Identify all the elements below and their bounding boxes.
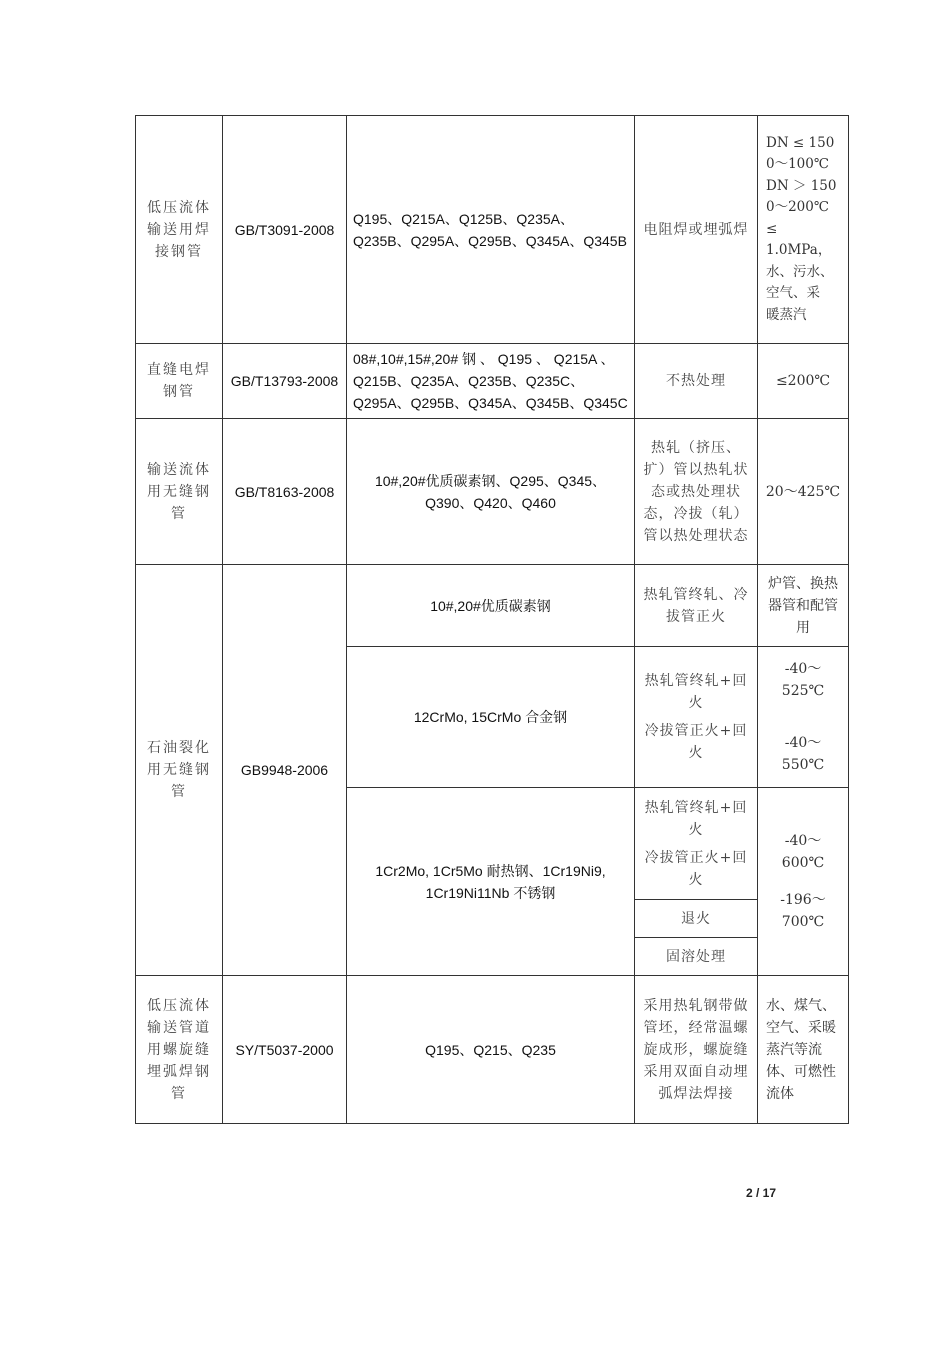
material-cell: 10#,20#优质碳素钢 <box>347 565 635 647</box>
usage-line: 水、污水、 <box>766 263 834 280</box>
table-row <box>136 419 849 565</box>
usage-cell <box>758 788 849 976</box>
usage-line: -196～700℃ <box>780 892 826 930</box>
standard-cell: GB/T8163-2008 <box>223 419 347 565</box>
standard-cell: GB9948-2006 <box>223 565 347 976</box>
table-row <box>136 976 849 1124</box>
standard-cell: SY/T5037-2000 <box>223 976 347 1124</box>
process-line: 热轧管终轧+回火 <box>644 673 748 711</box>
standard-cell: GB/T13793-2008 <box>223 344 347 419</box>
process-cell: 不热处理 <box>635 344 758 419</box>
process-cell <box>635 788 758 900</box>
process-cell: 固溶处理 <box>635 938 758 976</box>
usage-line: 0～200℃ <box>766 199 829 216</box>
process-cell: 热轧管终轧、冷拔管正火 <box>635 565 758 647</box>
usage-cell <box>758 647 849 788</box>
process-cell: 热轧（挤压、扩）管以热轧状态或热处理状态，冷拔（轧）管以热处理状态 <box>635 419 758 565</box>
usage-cell: 20～425℃ <box>758 419 849 565</box>
process-cell: 退火 <box>635 900 758 938</box>
usage-line: -40～550℃ <box>781 735 825 773</box>
pipe-name-cell: 输送流体用无缝钢管 <box>136 419 223 565</box>
material-cell: 08#,10#,15#,20# 钢 、 Q195 、 Q215A 、Q215B、Q235A、Q235B、Q235C、Q295A、Q295B、Q345A、Q345B、Q345C <box>347 344 635 419</box>
usage-line: 暖蒸汽 <box>766 306 807 323</box>
usage-cell: 水、煤气、空气、采暖蒸汽等流体、可燃性流体 <box>758 976 849 1124</box>
pipe-name-cell: 直缝电焊钢管 <box>136 344 223 419</box>
material-cell: 1Cr2Mo, 1Cr5Mo 耐热钢、1Cr19Ni9, 1Cr19Ni11Nb 不锈钢 <box>347 788 635 976</box>
material-cell: Q195、Q215、Q235 <box>347 976 635 1124</box>
usage-cell: 炉管、换热器管和配管用 <box>758 565 849 647</box>
usage-line: DN ≤ 150 <box>766 134 835 151</box>
table-row <box>136 116 849 344</box>
material-cell: Q195、Q215A、Q125B、Q235A、Q235B、Q295A、Q295B、Q345A、Q345B <box>347 116 635 344</box>
table-row <box>136 344 849 419</box>
usage-line: 0～100℃ <box>766 156 829 173</box>
usage-line: -40～600℃ <box>781 833 825 871</box>
usage-line: 1.0MPa， <box>766 242 832 259</box>
pipe-name-cell: 低压流体输送管道用螺旋缝埋弧焊钢管 <box>136 976 223 1124</box>
material-cell: 12CrMo, 15CrMo 合金钢 <box>347 647 635 788</box>
usage-line: -40～525℃ <box>781 661 825 699</box>
material-cell: 10#,20#优质碳素钢、Q295、Q345、Q390、Q420、Q460 <box>347 419 635 565</box>
process-line: 冷拔管正火+回火 <box>644 849 748 888</box>
usage-line: DN ＞ 150 <box>766 177 837 194</box>
usage-cell: ≤200℃ <box>758 344 849 419</box>
table-row <box>136 565 849 647</box>
pipe-name-cell: 低压流体输送用焊接钢管 <box>136 116 223 344</box>
usage-line: 空气、采 <box>766 285 820 302</box>
process-line: 冷拔管正火+回火 <box>644 723 748 761</box>
process-cell: 采用热轧钢带做管坯，经常温螺旋成形，螺旋缝采用双面自动埋弧焊法焊接 <box>635 976 758 1124</box>
process-cell <box>635 647 758 788</box>
usage-cell <box>758 116 849 344</box>
pipe-name-cell: 石油裂化用无缝钢管 <box>136 565 223 976</box>
page-number: 2 / 17 <box>746 1186 777 1200</box>
standard-cell: GB/T3091-2008 <box>223 116 347 344</box>
pipe-spec-table <box>135 115 849 1124</box>
process-line: 热轧管终轧+回火 <box>644 799 748 838</box>
process-cell: 电阻焊或埋弧焊 <box>635 116 758 344</box>
usage-line: ≤ <box>766 220 778 237</box>
